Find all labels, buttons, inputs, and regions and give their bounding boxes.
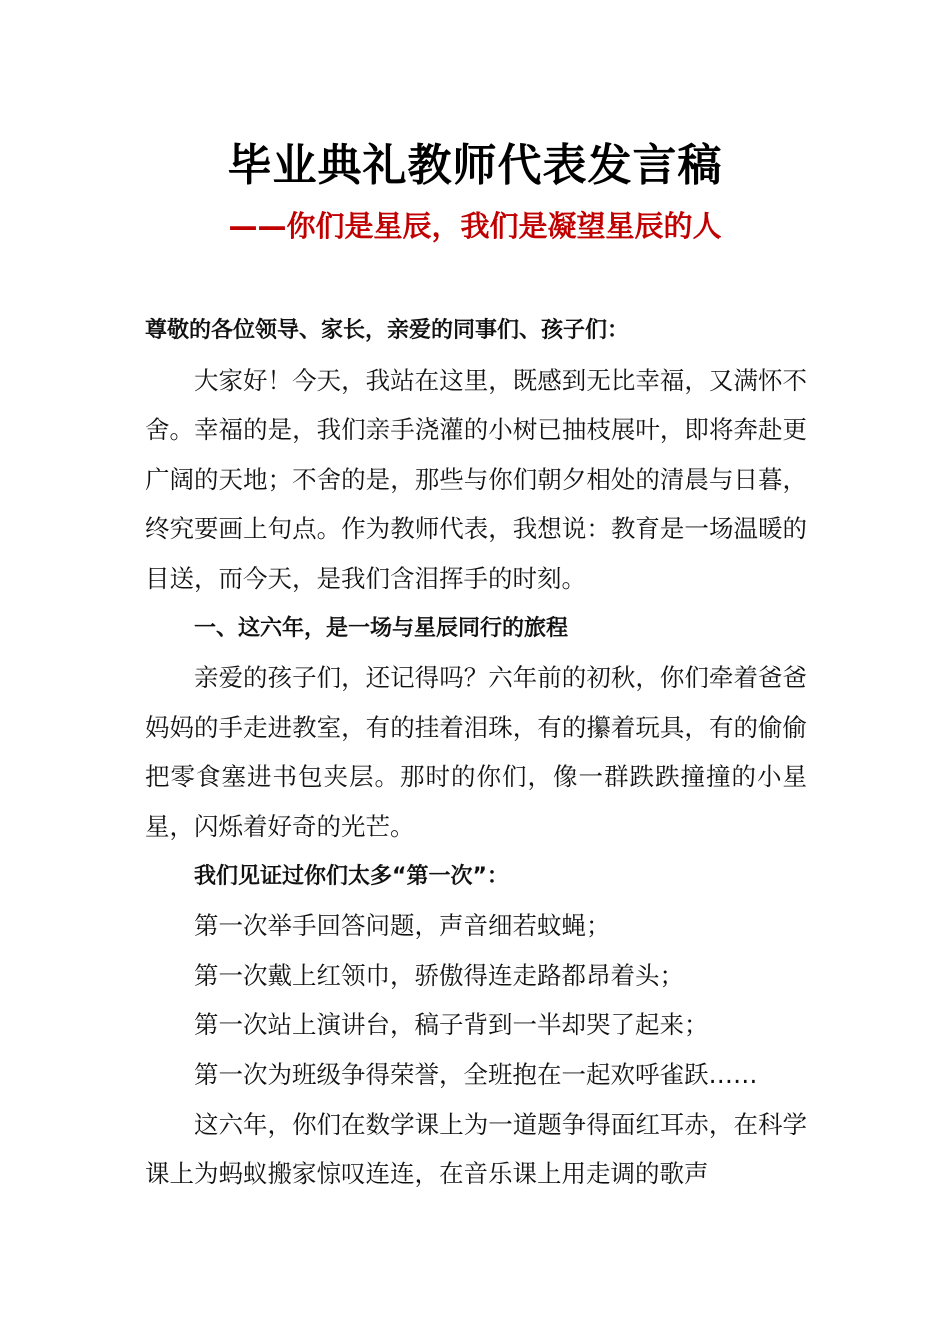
list-item-first-honor: 第一次为班级争得荣誉，全班抱在一起欢呼雀跃…… xyxy=(194,1059,758,1089)
document-body xyxy=(145,306,807,1199)
firsts-heading: 我们见证过你们太多“第一次”： xyxy=(194,863,509,889)
paragraph-opening: 大家好！今天，我站在这里，既感到无比幸福，又满怀不舍。幸福的是，我们亲手浇灌的小树已抽枝展叶，即将奔赴更广阔的天地；不舍的是，那些与你们朝夕相处的清晨与日暮，终究要画上句点。作为教师代表，我想说：教育是一场温暖的目送，而今天，是我们含泪挥手的时刻。 xyxy=(145,365,807,593)
page-title: 毕业典礼教师代表发言稿 xyxy=(227,140,723,191)
section-heading-1: 一、这六年，是一场与星辰同行的旅程 xyxy=(194,615,569,641)
list-item-first-answer: 第一次举手回答问题，声音细若蚊蝇； xyxy=(194,911,611,941)
list-item-first-scarf: 第一次戴上红领巾，骄傲得连走路都昂着头； xyxy=(194,960,684,990)
page-subtitle: ——你们是星辰，我们是凝望星辰的人 xyxy=(228,209,722,243)
list-item-first-speech: 第一次站上演讲台，稿子背到一半却哭了起来； xyxy=(194,1010,709,1040)
paragraph-memories: 亲爱的孩子们，还记得吗？六年前的初秋，你们牵着爸爸妈妈的手走进教室，有的挂着泪珠，有的攥着玩具，有的偷偷把零食塞进书包夹层。那时的你们，像一群跌跌撞撞的小星星，闪烁着好奇的光芒。 xyxy=(145,663,807,841)
paragraph-six-years: 这六年，你们在数学课上为一道题争得面红耳赤，在科学课上为蚂蚁搬家惊叹连连，在音乐课上用走调的歌声 xyxy=(145,1109,807,1189)
salutation: 尊敬的各位领导、家长，亲爱的同事们、孩子们： xyxy=(145,318,630,343)
